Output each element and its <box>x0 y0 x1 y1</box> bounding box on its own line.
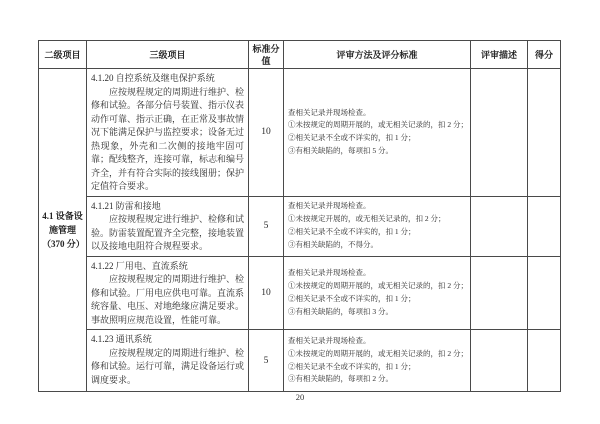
project-description: 应按规程规定的周期进行维护、检修和试验。各部分信号装置、指示仪表动作可靠、指示正确，在正常及事故情况下能满足保护与监控要求；设备无过热现象，外壳和二次侧的接地牢固可靠；配线整齐，连接可靠，标志和编号齐全，并有符合实际的接线图册；保护定值符合要求。 <box>91 86 245 191</box>
method-item: ③有相关缺陷的，每项扣 3 分。 <box>288 306 393 316</box>
evaluation-table <box>38 40 561 392</box>
header-review-description: 评审描述 <box>471 41 528 69</box>
points-cell <box>528 196 561 256</box>
table-header-row <box>39 41 561 69</box>
method-item: ①未按规定的周期开展的，或无相关记录的，扣 2 分； <box>288 280 468 290</box>
method-intro: 查相关记录并现场检查。 <box>288 268 371 278</box>
method-item: ③有相关缺陷的，每项扣 2 分。 <box>288 374 393 384</box>
review-method-cell <box>284 69 471 197</box>
method-item: ①未按规定开展的，或无相关记录的，扣 2 分； <box>288 214 446 224</box>
project-title: 4.1.22 厂用电、直流系统 <box>91 260 188 271</box>
method-item: ①未按规定的周期开展的，或无相关记录的，扣 2 分； <box>288 120 468 130</box>
header-review-method: 评审方法及评分标准 <box>284 41 471 69</box>
page-number: 20 <box>295 392 305 402</box>
review-method-cell <box>284 256 471 330</box>
header-secondary-project: 二级项目 <box>39 41 87 69</box>
method-item: ②相关记录不全或不详实的，扣 1 分； <box>288 361 416 371</box>
method-item: ②相关记录不全或不详实的，扣 1 分； <box>288 227 416 236</box>
method-item: ③有相关缺陷的，不得分。 <box>288 239 378 249</box>
standard-score-cell: 5 <box>249 196 284 256</box>
project-description: 应按规程规定进行维护、检修和试验。防雷装置配置齐全完整，接地装置以及接地电阻符合规程要求。 <box>91 214 245 251</box>
review-description-cell <box>471 196 528 256</box>
method-item: ③有相关缺陷的，每项扣 5 分。 <box>288 146 393 156</box>
header-tertiary-project: 三级项目 <box>87 41 249 69</box>
review-method-cell <box>284 330 471 392</box>
table-row <box>39 330 561 392</box>
review-description-cell <box>471 256 528 330</box>
method-intro: 查相关记录并现场检查。 <box>288 107 371 117</box>
points-cell <box>528 256 561 330</box>
standard-score-cell: 10 <box>249 256 284 330</box>
review-method-cell <box>284 196 471 256</box>
tertiary-project-cell <box>87 256 249 330</box>
method-item: ②相关记录不全或不详实的，扣 1 分； <box>288 293 416 303</box>
header-points: 得分 <box>528 41 561 69</box>
project-description: 应按规程规定的周期进行维护、检修和试验。运行可靠，满足设备运行或调度要求。 <box>91 347 245 385</box>
project-title: 4.1.23 通讯系统 <box>91 334 152 344</box>
secondary-project-cell: 4.1 设备设施管理（370 分） <box>39 69 87 392</box>
tertiary-project-cell <box>87 330 249 392</box>
method-item: ①未按规定的周期开展的，或无相关记录的，扣 2 分； <box>288 348 468 358</box>
project-title: 4.1.21 防雷和接地 <box>91 200 161 211</box>
project-description: 应按规程规定的周期进行维护、检修和试验。厂用电应供电可靠。直流系统容量、电压、对地绝缘应满足要求。事故照明应规范设置，性能可靠。 <box>91 274 245 325</box>
points-cell <box>528 69 561 197</box>
standard-score-cell: 10 <box>249 69 284 197</box>
method-intro: 查相关记录并现场检查。 <box>288 201 371 211</box>
review-description-cell <box>471 69 528 197</box>
review-description-cell <box>471 330 528 392</box>
tertiary-project-cell <box>87 69 249 197</box>
tertiary-project-cell <box>87 196 249 256</box>
table-row <box>39 69 561 197</box>
method-item: ②相关记录不全或不详实的，扣 1 分； <box>288 133 416 143</box>
header-standard-score: 标准分值 <box>249 41 284 69</box>
table-row <box>39 256 561 330</box>
table-row <box>39 196 561 256</box>
method-intro: 查相关记录并现场检查。 <box>288 335 371 345</box>
standard-score-cell: 5 <box>249 330 284 392</box>
points-cell <box>528 330 561 392</box>
project-title: 4.1.20 自控系统及继电保护系统 <box>91 73 215 83</box>
